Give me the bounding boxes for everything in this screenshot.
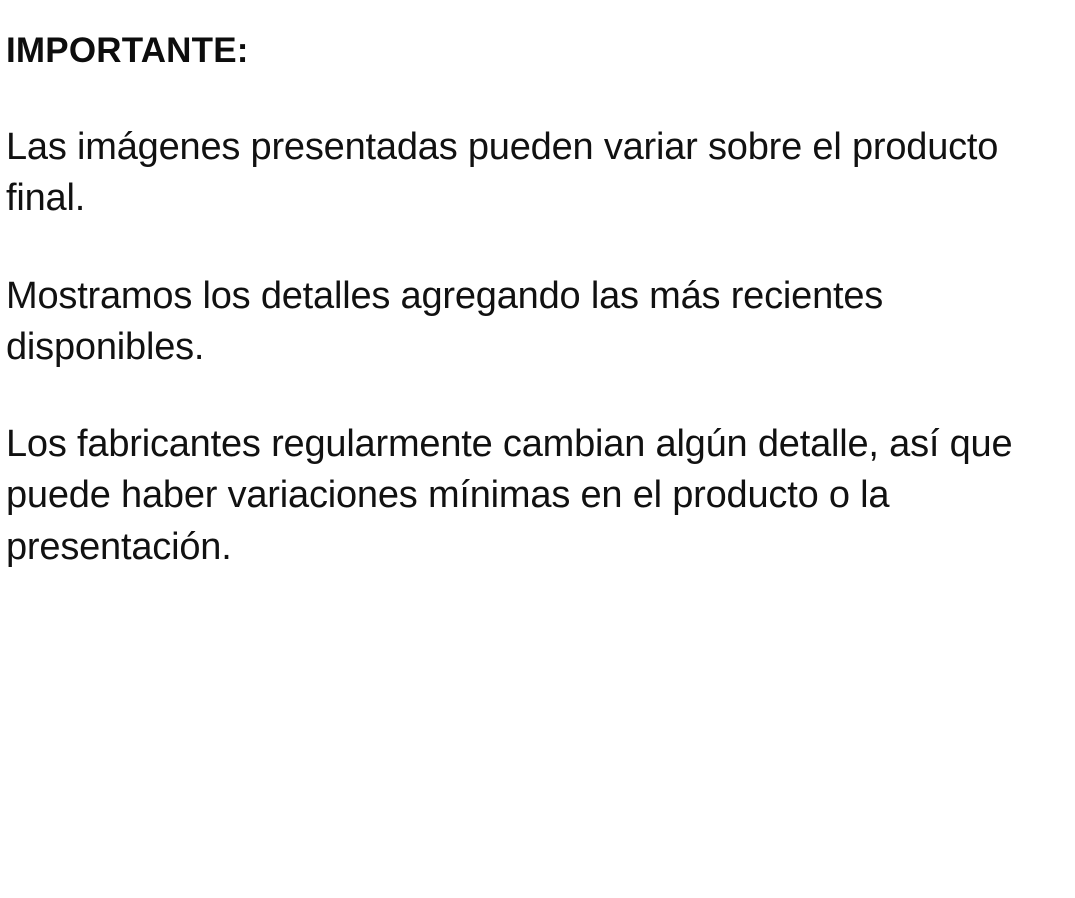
notice-paragraph-2: Mostramos los detalles agregando las más recientes disponibles.	[6, 274, 884, 368]
notice-heading: IMPORTANTE:	[6, 31, 249, 70]
spacer	[6, 76, 1041, 122]
spacer	[6, 225, 1041, 271]
notice-paragraph-3: Los fabricantes regularmente cambian algún detalle, así que puede haber variaciones mínimas en el producto o la presentación.	[6, 423, 1013, 568]
notice-paragraph-1: Las imágenes presentadas pueden variar sobre el producto final.	[6, 126, 999, 220]
spacer	[6, 373, 1041, 419]
